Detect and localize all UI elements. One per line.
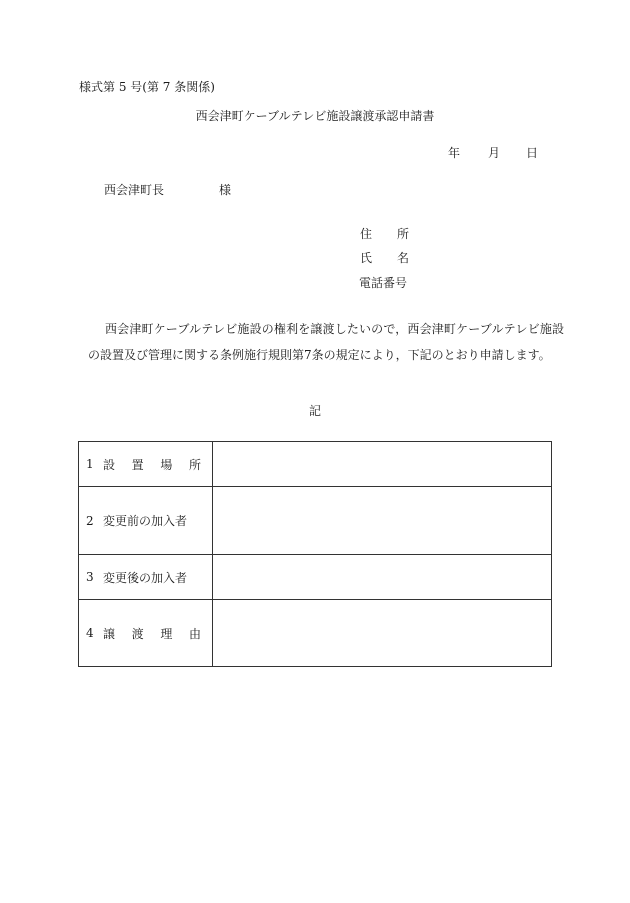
document-title: 西会津町ケーブルテレビ施設譲渡承認申請書 bbox=[195, 109, 435, 123]
applicant-address-label-char-2: 所 bbox=[397, 227, 410, 241]
previous-subscriber-label-cell bbox=[79, 487, 213, 555]
row-number: 4 bbox=[86, 626, 94, 640]
applicant-name-label-char-1: 氏 bbox=[360, 251, 373, 265]
table-row-location bbox=[79, 442, 552, 487]
date-year-label: 年 bbox=[448, 146, 461, 160]
detail-table bbox=[78, 441, 552, 667]
label-char: 所 bbox=[188, 457, 201, 472]
label-char: 設 bbox=[103, 457, 116, 472]
table-row-previous-subscriber bbox=[79, 487, 552, 555]
transfer-reason-value-cell[interactable] bbox=[212, 600, 551, 667]
row-number: 3 bbox=[86, 570, 94, 584]
label-text: 変更後の加入者 bbox=[103, 570, 188, 585]
label-char: 譲 bbox=[103, 626, 116, 641]
location-value-cell[interactable] bbox=[212, 442, 551, 487]
date-month-label: 月 bbox=[488, 146, 501, 160]
date-day-label: 日 bbox=[526, 146, 539, 160]
form-number: 様式第 5 号(第 7 条関係) bbox=[79, 80, 215, 94]
location-label-cell bbox=[79, 442, 213, 487]
applicant-address-label-char-1: 住 bbox=[360, 227, 373, 241]
row-number: 1 bbox=[86, 457, 94, 471]
applicant-name-label-char-2: 名 bbox=[397, 251, 410, 265]
label-char: 理 bbox=[160, 626, 173, 641]
new-subscriber-label-cell bbox=[79, 555, 213, 600]
previous-subscriber-value-cell[interactable] bbox=[212, 487, 551, 555]
table-row-transfer-reason bbox=[79, 600, 552, 667]
new-subscriber-value-cell[interactable] bbox=[212, 555, 551, 600]
label-text: 変更前の加入者 bbox=[103, 514, 188, 528]
label-char: 場 bbox=[160, 457, 173, 472]
addressee-honorific: 様 bbox=[219, 183, 232, 197]
label-char: 置 bbox=[131, 457, 144, 472]
label-char: 由 bbox=[188, 626, 201, 641]
table-row-new-subscriber bbox=[79, 555, 552, 600]
body-text: 西会津町ケーブルテレビ施設の権利を譲渡したいので，西会津町ケーブルテレビ施設の設置及び管理に関する条例施行規則第7条の規定により，下記のとおり申請します。 bbox=[88, 322, 564, 362]
ki-heading: 記 bbox=[308, 404, 321, 418]
label-char: 渡 bbox=[131, 626, 144, 641]
addressee: 西会津町長 bbox=[104, 183, 165, 197]
applicant-phone-label: 電話番号 bbox=[359, 276, 408, 290]
transfer-reason-label-cell bbox=[79, 600, 213, 667]
row-number: 2 bbox=[86, 513, 94, 528]
